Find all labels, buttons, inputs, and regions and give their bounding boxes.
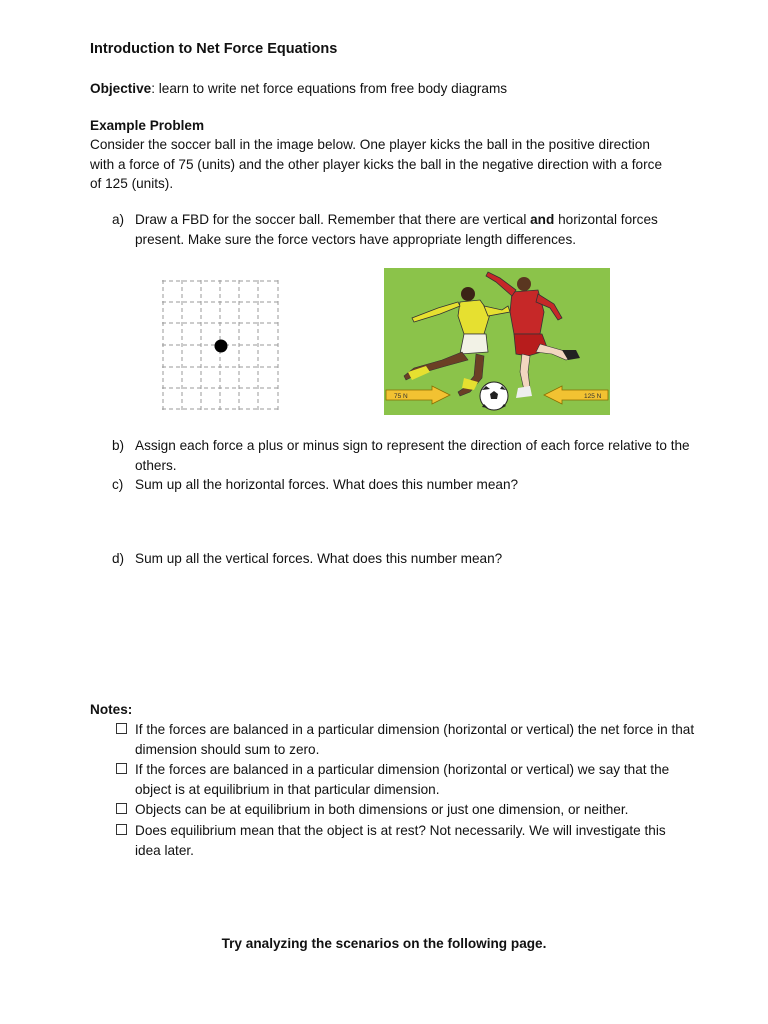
soccer-ball	[480, 382, 508, 410]
question-text-part: horizontal forces present. Make sure the force vectors have appropriate length differences.	[135, 212, 658, 247]
ball-dot	[215, 340, 228, 353]
note-text: If the forces are balanced in a particular dimension (horizontal or vertical) we say that the object is at equilibrium in that particular dimension.	[135, 762, 670, 797]
question-d	[112, 549, 702, 569]
note-text: Objects can be at equilibrium in both dimensions or just one dimension, or neither.	[135, 802, 629, 817]
example-line: Consider the soccer ball in the image below. One player kicks the ball in the positive direction	[90, 137, 650, 152]
question-text	[135, 210, 695, 249]
question-text-bold: and	[530, 212, 555, 227]
example-line: of 125 (units).	[90, 176, 174, 191]
example-line: with a force of 75 (units) and the other player kicks the ball in the negative direction with a force	[90, 156, 662, 172]
note-text: If the forces are balanced in a particular dimension (horizontal or vertical) the net force in that dimension should sum to zero.	[135, 722, 695, 757]
objective-label: Objective	[90, 81, 152, 96]
soccer-illustration-svg	[384, 268, 610, 415]
checkbox[interactable]	[116, 803, 127, 814]
question-label: c)	[112, 477, 124, 492]
question-b	[112, 436, 702, 476]
checkbox[interactable]	[116, 723, 127, 734]
question-text: Sum up all the horizontal forces. What does this number mean?	[135, 477, 519, 492]
left-arrow-label: 75 N	[394, 393, 408, 400]
fbd-grid-svg	[162, 280, 279, 410]
question-label: d)	[112, 551, 125, 566]
question-a	[112, 210, 702, 250]
question-label: b)	[112, 438, 125, 453]
soccer-illustration	[384, 268, 610, 415]
note-item	[114, 800, 704, 820]
checkbox[interactable]	[116, 763, 127, 774]
right-arrow-label: 125 N	[584, 393, 602, 400]
objective-line	[90, 79, 507, 99]
notes-heading: Notes:	[90, 702, 133, 717]
fbd-grid[interactable]	[162, 280, 279, 410]
page-title: Introduction to Net Force Equations	[90, 41, 338, 57]
note-item	[114, 760, 704, 800]
objective-text: : learn to write net force equations from free body diagrams	[151, 81, 508, 96]
checkbox[interactable]	[116, 824, 127, 835]
question-text: Assign each force a plus or minus sign to represent the direction of each force relative to the others.	[135, 438, 690, 473]
question-text: Sum up all the vertical forces. What does this number mean?	[135, 551, 503, 566]
question-c	[112, 475, 702, 495]
example-paragraph	[90, 135, 690, 194]
note-item	[114, 720, 704, 760]
question-label: a)	[112, 212, 125, 227]
note-text: Does equilibrium mean that the object is at rest? Not necessarily. We will investigate this idea later.	[135, 823, 666, 858]
note-item	[114, 821, 704, 861]
footer-instruction: Try analyzing the scenarios on the following page.	[221, 936, 547, 951]
question-text-part: Draw a FBD for the soccer ball. Remember that there are vertical	[135, 212, 531, 227]
example-heading: Example Problem	[90, 118, 205, 133]
